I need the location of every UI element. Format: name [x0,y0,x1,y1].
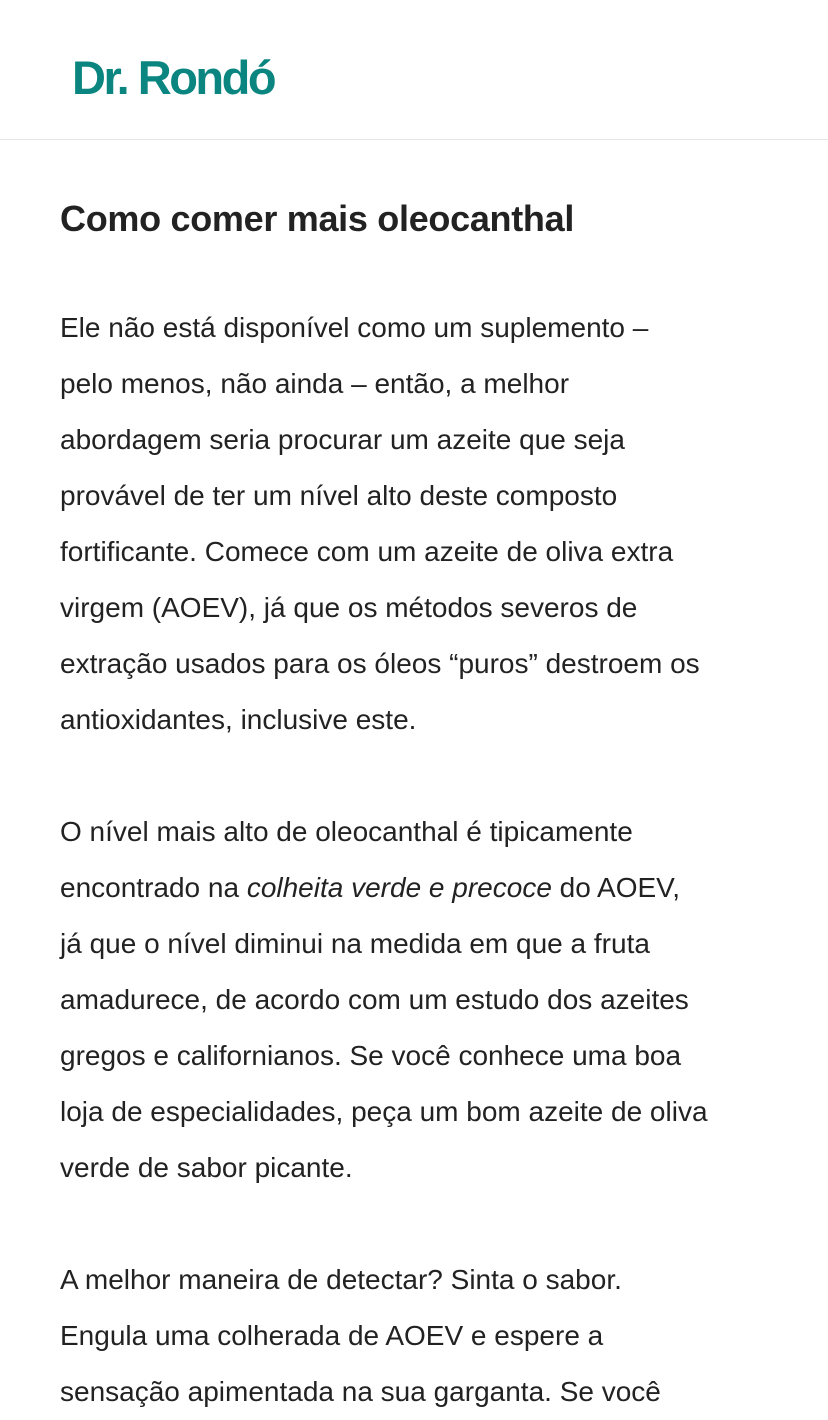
text-line: Ele não está disponível como um suplemento – [60,312,649,343]
text-line: amadurece, de acordo com um estudo dos azeites [60,984,689,1015]
text-line: sensação apimentada na sua garganta. Se você [60,1376,661,1407]
paragraph-availability [60,300,770,748]
text-line: loja de especialidades, peça um bom azeite de oliva [60,1096,708,1127]
text-line: virgem (AOEV), já que os métodos severos de [60,592,638,623]
text-line: antioxidantes, inclusive este. [60,704,417,735]
text-line [60,860,770,916]
article-heading: Como comer mais oleocanthal [60,198,575,239]
emphasis-text: colheita verde e precoce [246,872,552,903]
text-line: pelo menos, não ainda – então, a melhor [60,368,570,399]
text-line: já que o nível diminui na medida em que a fruta [60,928,650,959]
article-body [60,192,770,1420]
text-line: A melhor maneira de detectar? Sinta o sabor. [60,1264,622,1295]
text-line: abordagem seria procurar um azeite que seja [60,424,625,455]
text-line: fortificante. Comece com um azeite de oliva extra [60,536,674,567]
text-line: Engula uma colherada de AOEV e espere a [60,1320,604,1351]
logo-link[interactable]: Dr. Rondó [72,51,275,104]
site-header [0,0,828,140]
text-segment: encontrado na [60,872,247,903]
text-line: gregos e californianos. Se você conhece uma boa [60,1040,682,1071]
text-line: extração usados para os óleos “puros” destroem os [60,648,700,679]
paragraph-harvest [60,804,770,1196]
text-line: verde de sabor picante. [60,1152,353,1183]
text-line: provável de ter um nível alto deste composto [60,480,618,511]
paragraph-taste-test [60,1252,770,1420]
text-line: O nível mais alto de oleocanthal é tipicamente [60,816,633,847]
text-segment: do AOEV, [551,872,681,903]
